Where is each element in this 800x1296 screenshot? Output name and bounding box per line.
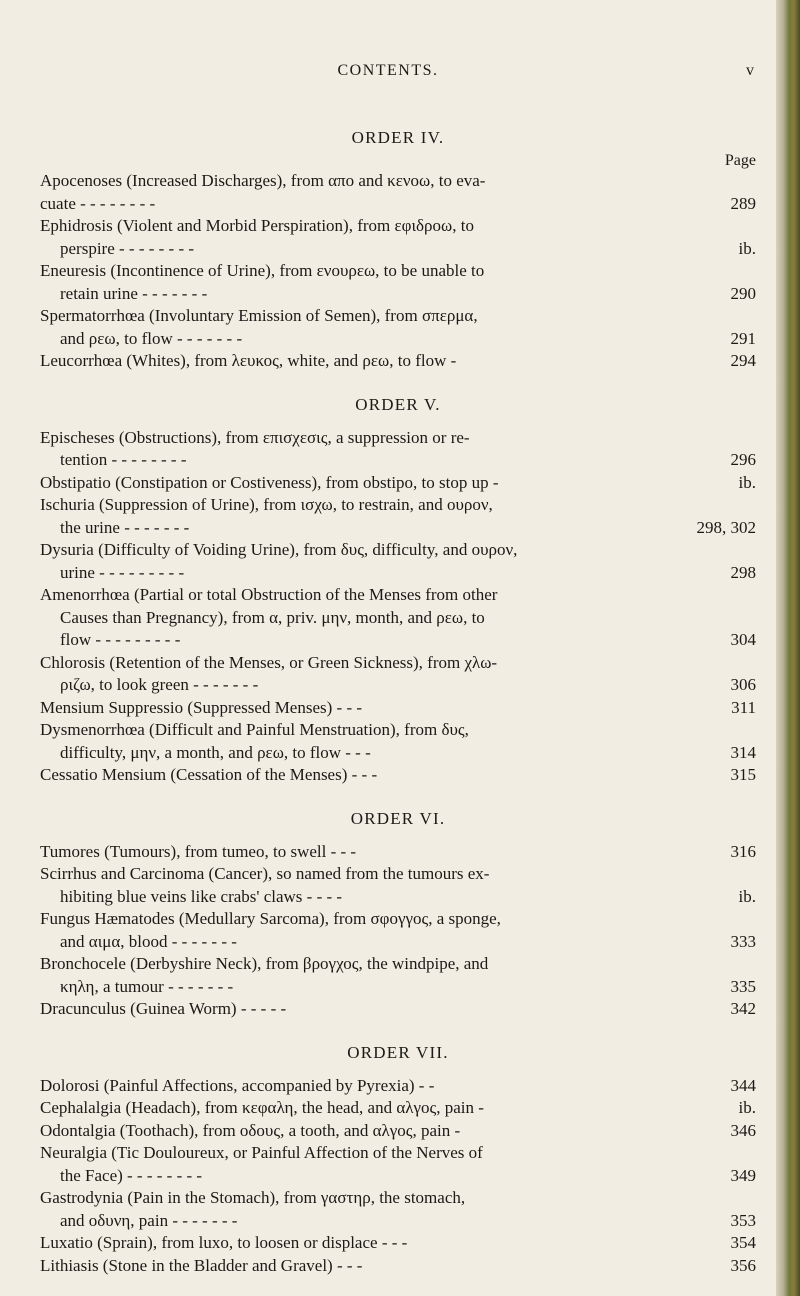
- entry-text: Odontalgia (Toothach), from οδους, a tooth, and αλγος, pain -: [40, 1120, 461, 1140]
- entry-text: Neuralgia (Tic Douloureux, or Painful Affection of the Nerves of: [40, 1143, 483, 1162]
- entry-text: Dracunculus (Guinea Worm) - - - - -: [40, 999, 287, 1018]
- entry-page-number: 289: [727, 193, 757, 216]
- entry-page-number: 316: [727, 841, 757, 864]
- entry-line: [40, 305, 756, 328]
- entry-text: Bronchocele (Derbyshire Neck), from βρογχος, the windpipe, and: [40, 954, 489, 973]
- order-heading: ORDER V.: [355, 394, 441, 414]
- entry-line: [40, 674, 756, 697]
- entry-line: [40, 886, 756, 909]
- entry-line: [40, 170, 756, 193]
- entry-page-number: 294: [727, 350, 757, 373]
- contents-entry: [40, 1232, 756, 1255]
- contents-entry: [40, 170, 756, 215]
- entry-text: and αιμα, blood - - - - - - -: [60, 931, 237, 951]
- entry-page-number: 349: [727, 1165, 757, 1188]
- entry-text: Fungus Hæmatodes (Medullary Sarcoma), from σφογγος, a sponge,: [40, 909, 501, 928]
- entry-page-number: 315: [727, 764, 757, 787]
- entry-page-number: 333: [727, 931, 757, 954]
- entry-line: [40, 1120, 756, 1143]
- entry-page-number: ib.: [735, 886, 756, 909]
- order-section: [40, 373, 756, 787]
- entry-text: Epischeses (Obstructions), from επισχεσις, a suppression or re-: [40, 427, 470, 447]
- contents-entry: [40, 215, 756, 260]
- entry-text: Ischuria (Suppression of Urine), from ισχω, to restrain, and ουρον,: [40, 495, 493, 514]
- entry-text: perspire - - - - - - - -: [60, 238, 195, 258]
- entry-line: [40, 1075, 756, 1098]
- entry-line: [40, 719, 756, 742]
- entry-text: tention - - - - - - - -: [60, 450, 187, 469]
- entry-line: [40, 260, 756, 283]
- page-column-label: Page: [724, 152, 756, 169]
- entry-line: [40, 1255, 756, 1278]
- entry-text: the urine - - - - - - -: [60, 517, 190, 537]
- entry-text: Gastrodynia (Pain in the Stomach), from γαστηρ, the stomach,: [40, 1188, 466, 1207]
- entry-text: Mensium Suppressio (Suppressed Menses) - - -: [40, 697, 363, 717]
- contents-entry: [40, 863, 756, 908]
- entry-text: Scirrhus and Carcinoma (Cancer), so named from the tumours ex-: [40, 864, 490, 883]
- contents-entry: [40, 697, 756, 720]
- entry-page-number: 354: [727, 1232, 757, 1255]
- entry-page-number: ib.: [735, 472, 756, 495]
- page-header: [0, 62, 776, 86]
- entry-text: cuate - - - - - - - -: [40, 193, 156, 213]
- entry-line: [40, 427, 756, 450]
- entry-text: Ephidrosis (Violent and Morbid Perspiration), from εφιδροω, to: [40, 216, 474, 235]
- entry-page-number: 298: [727, 562, 757, 585]
- order-heading: ORDER VI.: [350, 808, 446, 828]
- book-binding-edge: [776, 0, 800, 1296]
- entry-line: [40, 976, 756, 999]
- contents-entry: [40, 719, 756, 764]
- contents-entry: [40, 998, 756, 1021]
- contents-entry: [40, 1097, 756, 1120]
- entry-text: Cephalalgia (Headach), from κεφαλη, the head, and αλγος, pain -: [40, 1098, 484, 1117]
- entry-text: urine - - - - - - - - -: [60, 562, 185, 582]
- order-section: [40, 1021, 756, 1278]
- entry-text: Luxatio (Sprain), from luxo, to loosen or displace - - -: [40, 1233, 408, 1252]
- entry-line: [40, 1232, 756, 1255]
- entry-page-number: 344: [727, 1075, 757, 1098]
- entry-page-number: 296: [727, 449, 757, 472]
- entry-line: [40, 998, 756, 1021]
- entry-text: retain urine - - - - - - -: [60, 283, 208, 303]
- entry-text: Amenorrhœa (Partial or total Obstruction of the Menses from other: [40, 585, 498, 604]
- entry-page-number: ib.: [735, 1097, 756, 1120]
- entry-page-number: 291: [727, 328, 757, 351]
- entry-line: [40, 652, 756, 675]
- entry-line: [40, 629, 756, 652]
- entry-text: Chlorosis (Retention of the Menses, or Green Sickness), from χλω-: [40, 652, 498, 672]
- entry-line: [40, 517, 756, 540]
- entry-line: [40, 953, 756, 976]
- entry-line: [40, 1142, 756, 1165]
- contents-entry: [40, 1120, 756, 1143]
- contents-entry: [40, 350, 756, 373]
- entry-page-number: 346: [727, 1120, 757, 1143]
- contents-entry: [40, 1142, 756, 1187]
- contents-entry: [40, 305, 756, 350]
- entry-line: [40, 742, 756, 765]
- entry-text: Dysmenorrhœa (Difficult and Painful Menstruation), from δυς,: [40, 720, 469, 739]
- contents-entry: [40, 260, 756, 305]
- entry-line: [40, 494, 756, 517]
- entry-line: [40, 328, 756, 351]
- entry-line: [40, 931, 756, 954]
- entry-line: [40, 562, 756, 585]
- contents-list: [40, 124, 756, 1277]
- contents-entry: [40, 953, 756, 998]
- entry-line: [40, 238, 756, 261]
- entry-line: [40, 1210, 756, 1233]
- entry-text: the Face) - - - - - - - -: [60, 1165, 203, 1185]
- entry-line: [40, 908, 756, 931]
- entry-line: [40, 863, 756, 886]
- entry-text: Leucorrhœa (Whites), from λευκος, white, and ρεω, to flow -: [40, 351, 457, 370]
- entry-line: [40, 215, 756, 238]
- entry-page-number: 342: [727, 998, 757, 1021]
- entry-page-number: 356: [727, 1255, 757, 1278]
- entry-text: Apocenoses (Increased Discharges), from απο and κενοω, to eva-: [40, 171, 486, 190]
- order-section: [40, 787, 756, 1021]
- entry-text: Lithiasis (Stone in the Bladder and Gravel) - - -: [40, 1255, 363, 1275]
- entry-line: [40, 449, 756, 472]
- entry-line: [40, 584, 756, 607]
- entry-page-number: 353: [727, 1210, 757, 1233]
- entry-page-number: 290: [727, 283, 757, 306]
- entry-line: [40, 1097, 756, 1120]
- entry-text: Causes than Pregnancy), from α, priv. μην, month, and ρεω, to: [60, 607, 485, 627]
- entry-line: [40, 539, 756, 562]
- contents-entry: [40, 841, 756, 864]
- entry-page-number: 311: [727, 697, 756, 720]
- contents-entry: [40, 652, 756, 697]
- entry-line: [40, 841, 756, 864]
- contents-entry: [40, 494, 756, 539]
- entry-text: Dysuria (Difficulty of Voiding Urine), from δυς, difficulty, and ουρον,: [40, 540, 518, 559]
- entry-text: flow - - - - - - - - -: [60, 630, 181, 649]
- entry-text: Eneuresis (Incontinence of Urine), from ενουρεω, to be unable to: [40, 261, 485, 280]
- order-section: [40, 124, 756, 373]
- entry-page-number: 306: [727, 674, 757, 697]
- entry-line: [40, 472, 756, 495]
- entry-text: Obstipatio (Constipation or Costiveness), from obstipo, to stop up -: [40, 472, 499, 492]
- entry-text: κηλη, a tumour - - - - - - -: [60, 976, 234, 996]
- order-heading: ORDER IV.: [351, 128, 445, 147]
- entry-page-number: 335: [727, 976, 757, 999]
- entry-text: Tumores (Tumours), from tumeo, to swell - - -: [40, 841, 357, 861]
- entry-page-number: ib.: [735, 238, 756, 261]
- contents-entry: [40, 1187, 756, 1232]
- entry-line: [40, 350, 756, 373]
- entry-text: difficulty, μην, a month, and ρεω, to flow - - -: [60, 742, 371, 762]
- entry-line: [40, 1187, 756, 1210]
- entry-line: [40, 1165, 756, 1188]
- running-head: CONTENTS.: [337, 62, 439, 79]
- contents-entry: [40, 427, 756, 472]
- contents-entry: [40, 1075, 756, 1098]
- entry-line: [40, 607, 756, 630]
- entry-text: and ρεω, to flow - - - - - - -: [60, 328, 243, 348]
- entry-text: hibiting blue veins like crabs' claws - - - -: [60, 886, 343, 906]
- entry-text: and οδυνη, pain - - - - - - -: [60, 1210, 238, 1230]
- entry-text: Dolorosi (Painful Affections, accompanied by Pyrexia) - -: [40, 1075, 435, 1095]
- contents-entry: [40, 472, 756, 495]
- entry-text: Cessatio Mensium (Cessation of the Menses) - - -: [40, 765, 378, 784]
- entry-line: [40, 764, 756, 787]
- entry-page-number: 298, 302: [693, 517, 757, 540]
- order-heading: ORDER VII.: [347, 1042, 449, 1062]
- entry-page-number: 304: [727, 629, 757, 652]
- contents-entry: [40, 908, 756, 953]
- contents-entry: [40, 764, 756, 787]
- entry-line: [40, 697, 756, 720]
- entry-text: Spermatorrhœa (Involuntary Emission of Semen), from σπερμα,: [40, 306, 478, 325]
- entry-line: [40, 283, 756, 306]
- entry-line: [40, 193, 756, 216]
- page-number: v: [746, 62, 754, 79]
- contents-entry: [40, 539, 756, 584]
- contents-entry: [40, 1255, 756, 1278]
- contents-entry: [40, 584, 756, 652]
- entry-text: ριζω, to look green - - - - - - -: [60, 675, 259, 694]
- entry-page-number: 314: [727, 742, 757, 765]
